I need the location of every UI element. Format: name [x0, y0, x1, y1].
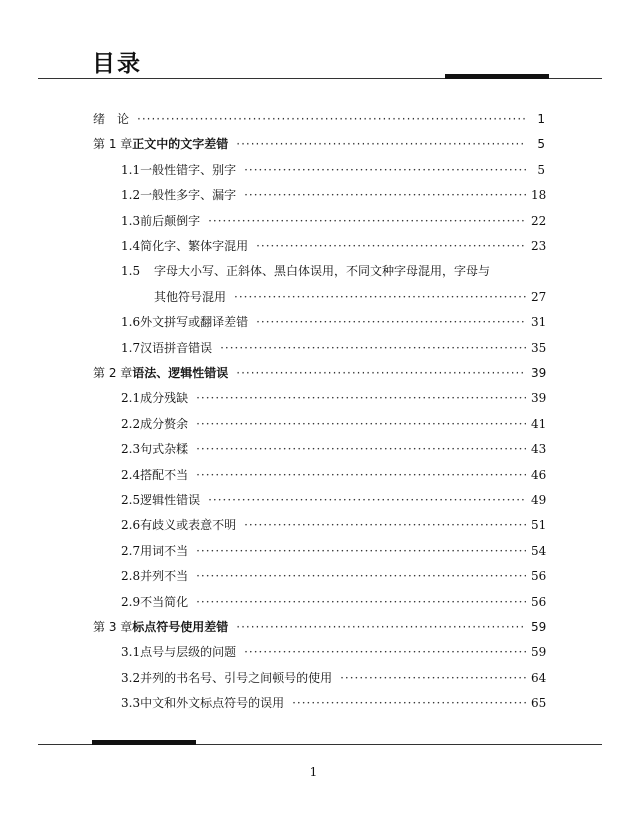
toc-section-entry[interactable] — [121, 336, 545, 361]
toc-entry-number: 1.5 — [121, 264, 141, 279]
toc-page-number: 39 — [531, 366, 547, 380]
toc-entry-number: 第 2 章 — [93, 366, 133, 380]
toc-entry-number: 2.9 — [121, 594, 141, 609]
toc-entry-number: 2.6 — [121, 518, 141, 533]
toc-section-entry[interactable] — [121, 590, 545, 615]
toc-section-entry[interactable] — [121, 259, 545, 284]
toc-page-number: 43 — [531, 442, 547, 457]
toc-page-number: 1 — [537, 112, 545, 126]
toc-section-entry[interactable] — [121, 539, 545, 564]
toc-chapter-entry[interactable] — [93, 132, 545, 157]
toc-page-number: 5 — [537, 162, 545, 177]
toc-page-number: 56 — [531, 594, 547, 609]
toc-page-number: 49 — [531, 493, 547, 507]
toc-dot-leader — [234, 285, 526, 310]
page-number: 1 — [309, 765, 318, 779]
toc-dot-leader — [236, 615, 526, 640]
toc-entry-title: 不当简化 — [140, 594, 189, 609]
toc-dot-leader — [244, 158, 526, 183]
toc-entry-number: 2.1 — [121, 391, 141, 406]
toc-entry-title: 句式杂糅 — [140, 442, 189, 457]
toc-section-entry[interactable] — [121, 463, 545, 488]
toc-dot-leader — [256, 310, 526, 335]
toc-page-number: 51 — [531, 518, 547, 533]
toc-chapter-entry[interactable] — [93, 615, 545, 640]
toc-entry-title: 点号与层级的问题 — [140, 645, 237, 660]
toc-page-number: 64 — [531, 670, 547, 685]
toc-section-entry[interactable] — [154, 285, 545, 310]
toc-dot-leader — [256, 234, 526, 259]
page-title: 目录 — [92, 51, 142, 77]
toc-section-entry[interactable] — [121, 158, 545, 183]
toc-dot-leader — [236, 132, 526, 157]
toc-section-entry[interactable] — [121, 310, 545, 335]
toc-entry-number: 1.2 — [121, 188, 141, 203]
toc-entry-number: 3.1 — [121, 645, 141, 660]
toc-entry-title: 语法、逻辑性错误 — [132, 366, 229, 380]
toc-entry-title: 正文中的文字差错 — [132, 137, 229, 152]
toc-section-entry[interactable] — [121, 564, 545, 589]
toc-entry-number: 2.3 — [121, 442, 141, 457]
toc-entry-number: 3.2 — [121, 670, 141, 685]
toc-entry-number: 第 1 章 — [93, 137, 133, 152]
toc-entry-title: 逻辑性错误 — [140, 493, 201, 507]
header-accent-bar — [445, 74, 549, 79]
toc-section-entry[interactable] — [121, 691, 545, 716]
toc-dot-leader — [137, 107, 526, 132]
toc-entry-title: 搭配不当 — [140, 467, 189, 482]
toc-section-entry[interactable] — [121, 412, 545, 437]
toc-dot-leader — [196, 412, 526, 437]
toc-dot-leader — [196, 539, 526, 564]
toc-page-number: 41 — [531, 416, 547, 431]
toc-entry-title: 用词不当 — [140, 543, 189, 558]
toc-entry-title: 简化字、繁体字混用 — [140, 239, 249, 253]
toc-section-entry[interactable] — [121, 513, 545, 538]
toc-entry-number: 1.1 — [121, 162, 141, 177]
toc-entry-number: 1.4 — [121, 239, 141, 253]
toc-dot-leader — [196, 437, 526, 462]
toc-entry-title: 其他符号混用 — [154, 289, 227, 304]
toc-section-entry[interactable] — [121, 183, 545, 208]
toc-section-entry[interactable] — [121, 386, 545, 411]
toc-page-number: 54 — [531, 543, 547, 558]
toc-entry-title: 成分赘余 — [140, 416, 189, 431]
toc-entry-number: 2.7 — [121, 543, 141, 558]
toc-page-number: 56 — [531, 569, 547, 584]
toc-entry-number: 2.4 — [121, 467, 141, 482]
toc-page-number: 59 — [531, 620, 547, 634]
toc-page-number: 23 — [531, 239, 547, 253]
toc-dot-leader — [208, 209, 526, 234]
toc-dot-leader — [220, 336, 526, 361]
toc-dot-leader — [196, 386, 526, 411]
toc-section-entry[interactable] — [121, 209, 545, 234]
toc-entry-number: 第 3 章 — [93, 620, 133, 634]
toc-entry-title: 并列的书名号、引号之间顿号的使用 — [140, 670, 333, 685]
footer-accent-bar — [92, 740, 196, 745]
toc-entry-number: 1.3 — [121, 213, 141, 228]
toc-entry-number: 2.2 — [121, 416, 141, 431]
toc-page-number: 18 — [531, 188, 547, 203]
toc-entry-number: 2.5 — [121, 493, 141, 507]
toc-entry-title: 汉语拼音错误 — [140, 340, 213, 355]
toc-dot-leader — [244, 513, 526, 538]
toc-page-number: 22 — [531, 213, 547, 228]
toc-entry-number: 1.7 — [121, 340, 141, 355]
toc-dot-leader — [244, 640, 526, 665]
toc-page-number: 65 — [531, 696, 547, 711]
toc-page-number: 27 — [531, 289, 547, 304]
toc-entry-number: 绪 论 — [93, 112, 130, 126]
toc-page-number: 35 — [531, 340, 547, 355]
toc-dot-leader — [292, 691, 526, 716]
toc-dot-leader — [208, 488, 526, 513]
toc-dot-leader — [196, 564, 526, 589]
toc-chapter-entry[interactable] — [93, 361, 545, 386]
toc-dot-leader — [196, 590, 526, 615]
toc-section-entry[interactable] — [121, 234, 545, 259]
toc-section-entry[interactable] — [121, 437, 545, 462]
toc-entry-number: 1.6 — [121, 315, 141, 330]
toc-entry-title: 有歧义或表意不明 — [140, 518, 237, 533]
toc-entry-title: 前后颠倒字 — [140, 213, 201, 228]
toc-entry-number: 3.3 — [121, 696, 141, 711]
toc-entry-title: 字母大小写、正斜体、黑白体误用，不同文种字母混用，字母与 — [154, 264, 491, 279]
toc-entry-title: 中文和外文标点符号的误用 — [140, 696, 285, 711]
toc-section-entry[interactable] — [121, 488, 545, 513]
toc-entry-title: 一般性错字、别字 — [140, 162, 237, 177]
toc-dot-leader — [196, 463, 526, 488]
toc-entry-number: 2.8 — [121, 569, 141, 584]
toc-entry-title: 成分残缺 — [140, 391, 189, 406]
toc-entry-title: 并列不当 — [140, 569, 189, 584]
toc-dot-leader — [244, 183, 526, 208]
toc-section-entry[interactable] — [121, 640, 545, 665]
toc-entry-title: 外文拼写或翻译差错 — [140, 315, 249, 330]
toc-dot-leader — [340, 666, 526, 691]
toc-page-number: 5 — [537, 137, 545, 152]
toc-entry-title: 一般性多字、漏字 — [140, 188, 237, 203]
toc-chapter-entry[interactable] — [93, 107, 545, 132]
toc-dot-leader — [236, 361, 526, 386]
toc-page-number: 39 — [531, 391, 547, 406]
toc-entry-title: 标点符号使用差错 — [132, 620, 229, 634]
toc-section-entry[interactable] — [121, 666, 545, 691]
toc-page-number: 46 — [531, 467, 547, 482]
toc-page-number: 59 — [531, 645, 547, 660]
toc-page-number: 31 — [531, 315, 547, 330]
